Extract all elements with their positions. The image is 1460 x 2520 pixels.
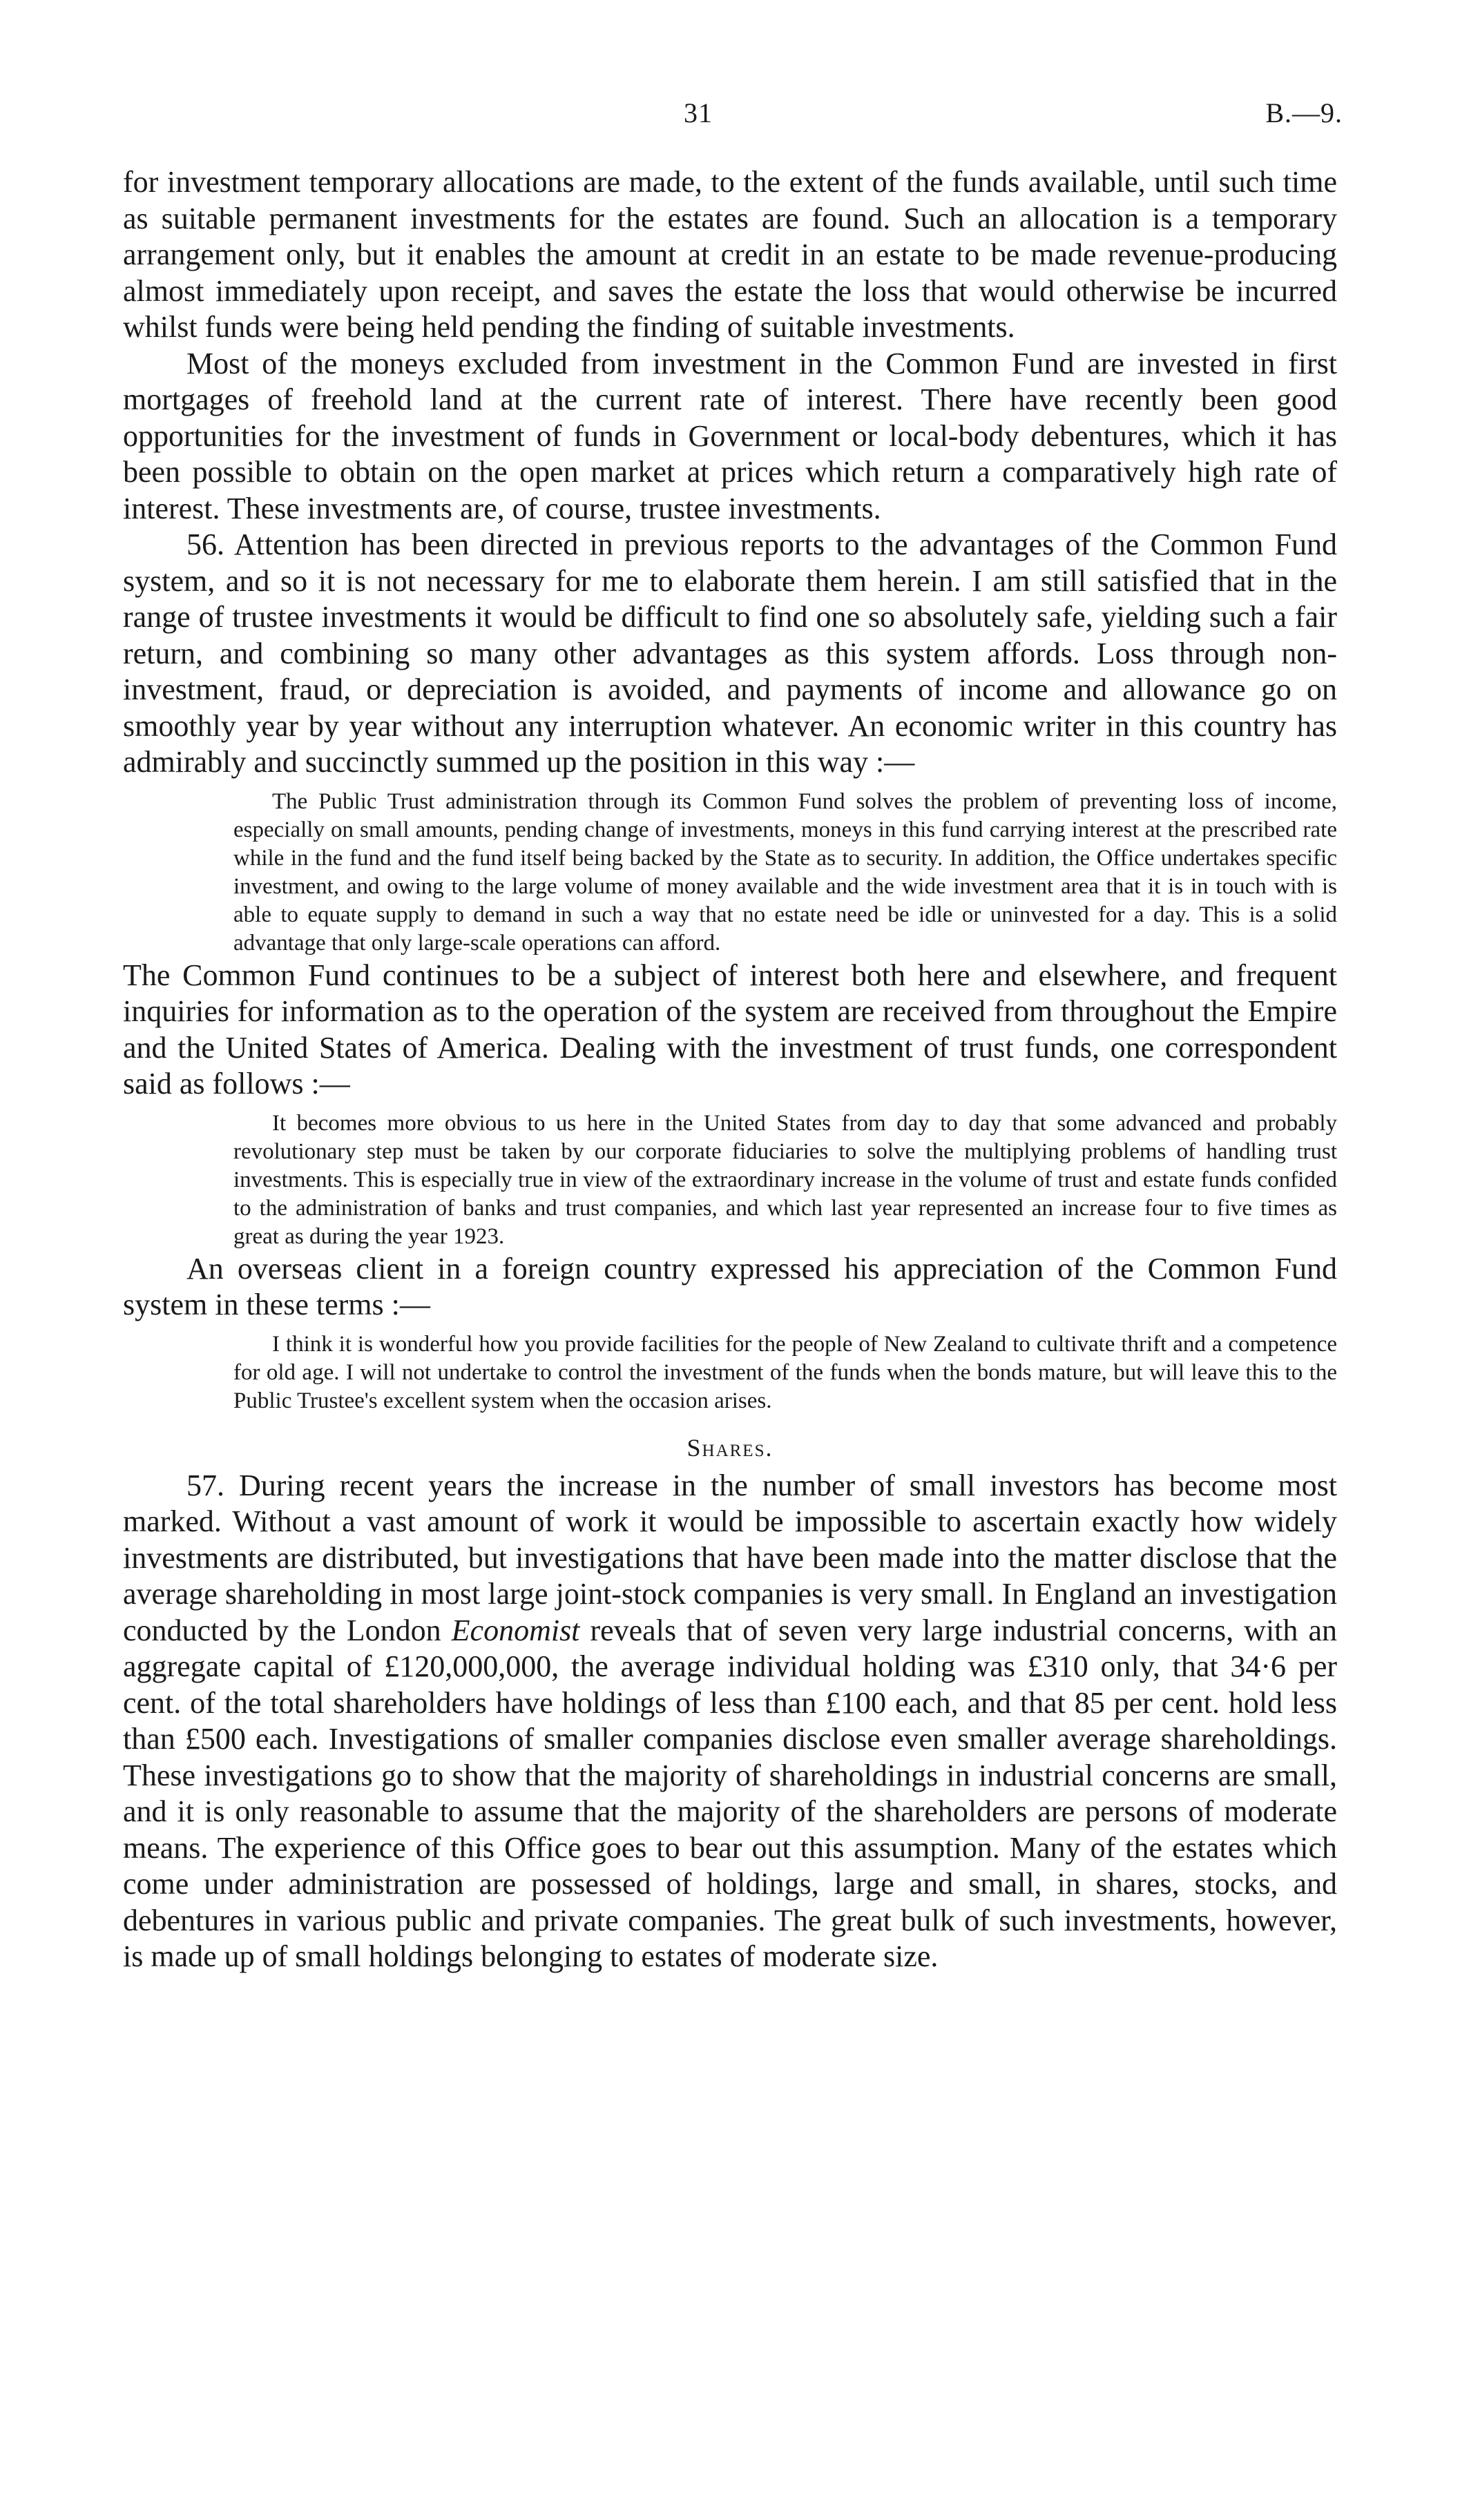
page-body [123, 164, 1337, 1975]
paragraph-57-italic-economist: Economist [451, 1613, 580, 1647]
quote-overseas-client-text: I think it is wonderful how you provide facilities for the people of New Zealand to cultivate thrift and a competence for old age. I will not undertake to control the investment of the funds when the bonds mature, but will leave this to the Public Trustee's excellent system when the occasion arises. [233, 1331, 1337, 1413]
paragraph-57 [123, 1468, 1337, 1975]
paragraph-56: 56. Attention has been directed in previous reports to the advantages of the Common Fund system, and so it is not necessary for me to elaborate them herein. I am still satisfied that in the range of trustee investments it would be difficult to find one so absolutely safe, yielding such a fair return, and combining so many other advantages as this system affords. Loss through non-investment, fraud, or depreciation is avoided, and payments of income and allowance go on smoothly year by year without any interruption whatever. An economic writer in this country has admirably and succinctly summed up the position in this way :— [123, 527, 1337, 779]
paragraph-common-fund-exclusions: Most of the moneys excluded from investment in the Common Fund are invested in first mortgages of freehold land at the current rate of interest. There have recently been good opportunities for the investment of funds in Government or local-body debentures, which it has been possible to obtain on the open market at prices which return a comparatively high rate of interest. These investments are, of course, trustee investments. [123, 346, 1337, 525]
quote-economic-writer [123, 788, 1337, 958]
page-number: 31 [684, 97, 713, 128]
paragraph-57-part-2: reveals that of seven very large industrial concerns, with an aggregate capital of £120,000,000, the average individual holding was £310 only, that 34·6 per cent. of the total shareholders have holdings of less than £100 each, and that 85 per cent. hold less than £500 each. Investigations of smaller companies disclose even smaller average shareholdings. These investigations go to show that the majority of shareholdings in industrial concerns are small, and it is only reasonable to assume that the majority of the shareholders are persons of moderate means. The experience of this Office goes to bear out this assumption. Many of the estates which come under administration are possessed of holdings, large and small, in shares, stocks, and debentures in various public and private companies. The great bulk of such investments, however, is made up of small holdings belonging to estates of moderate size. [123, 1613, 1337, 1973]
quote-correspondent [123, 1109, 1337, 1251]
quote-overseas-client [123, 1330, 1337, 1415]
paragraph-57-part-1: 57. During recent years the increase in the number of small investors has become most marked. Without a vast amount of work it would be impossible to ascertain exactly how widely investments are distributed, but investigations that have been made into the matter disclose that the average shareholding in most large joint-stock companies is very small. In England an investigation conducted by the London [123, 1468, 1337, 1647]
paragraph-continuation: for investment temporary allocations are made, to the extent of the funds available, until such time as suitable permanent investments for the estates are found. Such an allocation is a temporary arrangement only, but it enables the amount at credit in an estate to be made revenue-producing almost immediately upon receipt, and saves the estate the loss that would otherwise be incurred whilst funds were being held pending the finding of suitable investments. [123, 165, 1337, 344]
page-header [0, 97, 1460, 138]
document-reference: B.—9. [1265, 97, 1343, 128]
section-heading-shares: Shares. [686, 1433, 774, 1462]
quote-economic-writer-text: The Public Trust administration through its Common Fund solves the problem of preventing loss of income, especially on small amounts, pending change of investments, moneys in this fund carrying interest at the prescribed rate while in the fund and the fund itself being backed by the State as to security. In addition, the Office undertakes specific investment, and owing to the large volume of money available and the wide investment area that it is in touch with is able to equate supply to demand in such a way that no estate need be idle or uninvested for a day. This is a solid advantage that only large-scale operations can afford. [233, 788, 1337, 956]
paragraph-overseas-client: An overseas client in a foreign country expressed his appreciation of the Common Fund system in these terms :— [123, 1251, 1337, 1321]
paragraph-common-fund-interest: The Common Fund continues to be a subject of interest both here and elsewhere, and frequent inquiries for information as to the operation of the system are received from throughout the Empire and the United States of America. Dealing with the investment of trust funds, one correspondent said as follows :— [123, 958, 1337, 1101]
quote-correspondent-text: It becomes more obvious to us here in the United States from day to day that some advanced and probably revolutionary step must be taken by our corporate fiduciaries to solve the multiplying problems of handling trust investments. This is especially true in view of the extraordinary increase in the volume of trust and estate funds confided to the administration of banks and trust companies, and which last year represented an increase four to five times as great as during the year 1923. [233, 1110, 1337, 1249]
